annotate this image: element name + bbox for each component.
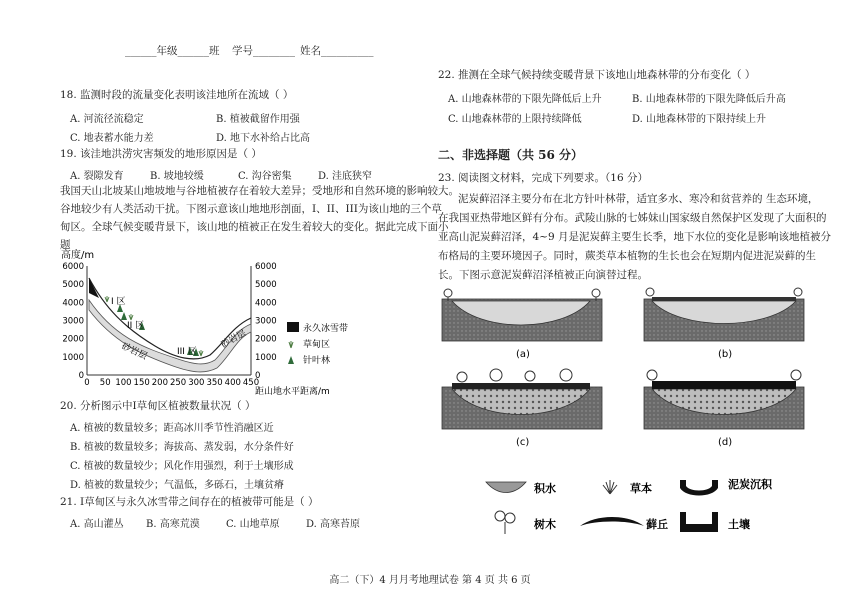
panel-b-label: (b) bbox=[718, 349, 733, 360]
water-legend-icon bbox=[486, 482, 526, 493]
header-name: 姓名__________ bbox=[300, 45, 374, 57]
legend-moss-label: 藓丘 bbox=[646, 518, 668, 531]
panel-c bbox=[442, 369, 602, 448]
zone-3-label: III 区 bbox=[177, 347, 197, 357]
q23-text-line-1: 泥炭藓沼泽主要分布在北方针叶林带，适宜多水、寒冷和贫营养的 生态环境， bbox=[458, 193, 819, 205]
y-ticks-left bbox=[62, 262, 84, 381]
x-tick: 450 bbox=[242, 378, 260, 388]
legend-snow-label: 永久冰雪带 bbox=[303, 324, 349, 334]
moss-legend-icon bbox=[580, 517, 644, 526]
x-tick: 0 bbox=[84, 378, 90, 388]
y-tick-left: 2000 bbox=[62, 334, 84, 345]
legend-soil-label: 土壤 bbox=[728, 518, 750, 531]
succession-legend bbox=[480, 478, 820, 538]
y-tick-left: 5000 bbox=[62, 280, 84, 291]
q19-option-d: D. 洼底狭窄 bbox=[318, 171, 373, 182]
legend-meadow-icon bbox=[289, 341, 293, 348]
intro-line-4: 题 bbox=[60, 239, 71, 251]
legend-conifer-icon bbox=[288, 356, 294, 364]
x-tick: 250 bbox=[169, 378, 187, 388]
q23-text-line-2: 在我国亚热带地区鲜有分布。武陵山脉的七姊妹山国家级自然保护区发现了大面积的 bbox=[438, 212, 827, 224]
y-tick-right: 5000 bbox=[255, 280, 277, 291]
q21-stem: 21. Ⅰ草甸区与永久冰雪带之间存在的植被带可能是（ ） bbox=[60, 496, 319, 508]
x-tick: 50 bbox=[99, 378, 111, 388]
header-student-id: 学号________ bbox=[232, 45, 295, 57]
legend-conifer-label: 针叶林 bbox=[303, 356, 331, 366]
y-tick-right: 4000 bbox=[255, 298, 277, 309]
q19-stem: 19. 该洼地洪涝灾害频发的地形原因是（ ） bbox=[60, 148, 262, 160]
x-tick: 400 bbox=[224, 378, 241, 388]
q22-option-a: A. 山地森林带的下限先降低后上升 bbox=[448, 94, 602, 105]
y-tick-right: 0 bbox=[255, 371, 261, 381]
herb-legend-icon bbox=[603, 480, 617, 494]
panel-a bbox=[442, 289, 602, 360]
q23-stem: 23. 阅读图文材料，完成下列要求。（16 分） bbox=[438, 172, 648, 184]
chart-xlabel: 距山地水平距离/m bbox=[255, 387, 330, 397]
x-tick: 300 bbox=[188, 378, 205, 388]
q22-option-c: C. 山地森林带的上限持续降低 bbox=[448, 114, 582, 125]
legend-herb-label: 草本 bbox=[630, 482, 652, 495]
q21-option-c: C. 山地草原 bbox=[226, 519, 280, 530]
permanent-snow-zone bbox=[89, 278, 99, 298]
q21-option-b: B. 高寒荒漠 bbox=[146, 519, 200, 530]
y-ticks-right bbox=[255, 262, 277, 381]
intro-line-1: 我国天山北坡某山地坡地与谷地植被存在着较大差异；受地形和自然环境的影响较大。 bbox=[60, 185, 459, 197]
q18-stem: 18. 监测时段的流量变化表明该洼地所在流域（ ） bbox=[60, 89, 294, 101]
y-tick-right: 1000 bbox=[255, 352, 277, 363]
y-tick-right: 6000 bbox=[255, 262, 277, 272]
q21-option-a: A. 高山灌丛 bbox=[70, 519, 124, 530]
legend-tree-label: 树木 bbox=[534, 518, 556, 531]
q22-option-b: B. 山地森林带的下限先降低后升高 bbox=[632, 94, 786, 105]
header-grade-class: ______年级______班 bbox=[125, 45, 220, 57]
peat-legend-icon bbox=[680, 480, 718, 496]
q19-option-b: B. 坡地较缓 bbox=[150, 171, 204, 182]
legend-snow-swatch bbox=[287, 322, 299, 332]
sandstone-label-right: 砂岩层 bbox=[219, 328, 248, 351]
panel-d bbox=[644, 370, 804, 448]
soil-legend-icon bbox=[680, 512, 718, 532]
intro-line-2: 谷地较少有人类活动干扰。下图示意该山地地形剖面，I、II、III为该山地的三个草 bbox=[60, 203, 442, 215]
q19-option-a: A. 裂隙发育 bbox=[70, 171, 124, 182]
page-footer: 高二（下）4 月月考地理试卷 第 4 页 共 6 页 bbox=[329, 575, 531, 586]
panel-d-label: (d) bbox=[718, 437, 733, 448]
terrain-profile-diagram bbox=[55, 248, 355, 398]
q19-option-c: C. 沟谷密集 bbox=[238, 171, 292, 182]
y-tick-left: 0 bbox=[78, 371, 84, 381]
tree-legend-icon bbox=[495, 511, 505, 521]
q22-stem: 22. 推测在全球气候持续变暖背景下该地山地森林带的分布变化（ ） bbox=[438, 69, 756, 81]
x-ticks bbox=[84, 378, 259, 388]
q23-text-line-5: 长。下图示意泥炭藓沼泽植被正向演替过程。 bbox=[438, 269, 648, 281]
panel-b bbox=[644, 288, 804, 360]
q20-option-d: D. 植被的数量较少；气温低，多砾石，土壤贫瘠 bbox=[70, 480, 285, 491]
sandstone-label-left: 砂岩层 bbox=[119, 341, 149, 363]
y-tick-right: 3000 bbox=[255, 316, 277, 327]
legend-peat-label: 泥炭沉积 bbox=[728, 478, 772, 491]
legend-water-label: 积水 bbox=[534, 482, 556, 495]
x-tick: 200 bbox=[151, 378, 169, 388]
q20-option-c: C. 植被的数量较少；风化作用强烈，利于土壤形成 bbox=[70, 461, 294, 472]
y-tick-left: 1000 bbox=[62, 352, 84, 363]
q18-option-c: C. 地表蓄水能力差 bbox=[70, 133, 154, 144]
y-tick-left: 3000 bbox=[62, 316, 84, 327]
section-2-heading: 二、非选择题（共 56 分） bbox=[438, 148, 584, 162]
chart-ylabel: 高度/m bbox=[61, 250, 95, 261]
q23-text-line-4: 布格局的主要环境因子。同时，蕨类草本植物的生长也会在短期内促进泥炭藓的生 bbox=[438, 250, 816, 262]
legend-meadow-label: 草甸区 bbox=[303, 340, 331, 350]
x-tick: 350 bbox=[206, 378, 223, 388]
q20-stem: 20. 分析图示中Ⅰ草甸区植被数量状况（ ） bbox=[60, 400, 256, 412]
x-tick: 150 bbox=[133, 378, 150, 388]
zone-1-label: I 区 bbox=[111, 297, 126, 307]
zone-2-label: II 区 bbox=[127, 321, 145, 331]
x-tick: 100 bbox=[115, 378, 132, 388]
succession-diagram bbox=[440, 285, 820, 465]
q22-option-d: D. 山地森林带的下限持续上升 bbox=[632, 114, 767, 125]
y-tick-left: 4000 bbox=[62, 298, 84, 309]
q20-option-b: B. 植被的数量较多；海拔高、蒸发弱，水分条件好 bbox=[70, 442, 294, 453]
y-tick-left: 6000 bbox=[62, 262, 84, 272]
q23-text-line-3: 亚高山泥炭藓沼泽，4~9 月是泥炭藓主要生长季，地下水位的变化是影响该地植被分 bbox=[438, 231, 831, 243]
q18-option-b: B. 植被截留作用强 bbox=[216, 114, 300, 125]
y-tick-right: 2000 bbox=[255, 334, 277, 345]
intro-line-3: 甸区。全球气候变暖背景下，该山地的植被正在发生着较大的变化。据此完成下面小 bbox=[60, 221, 449, 233]
panel-c-label: (c) bbox=[516, 437, 530, 448]
q18-option-a: A. 河流径流稳定 bbox=[70, 114, 144, 125]
q21-option-d: D. 高寒苔原 bbox=[306, 519, 361, 530]
panel-a-label: (a) bbox=[516, 349, 530, 360]
q18-option-d: D. 地下水补给占比高 bbox=[216, 133, 311, 144]
q20-option-a: A. 植被的数量较多；距高冰川季节性消融区近 bbox=[70, 423, 274, 434]
